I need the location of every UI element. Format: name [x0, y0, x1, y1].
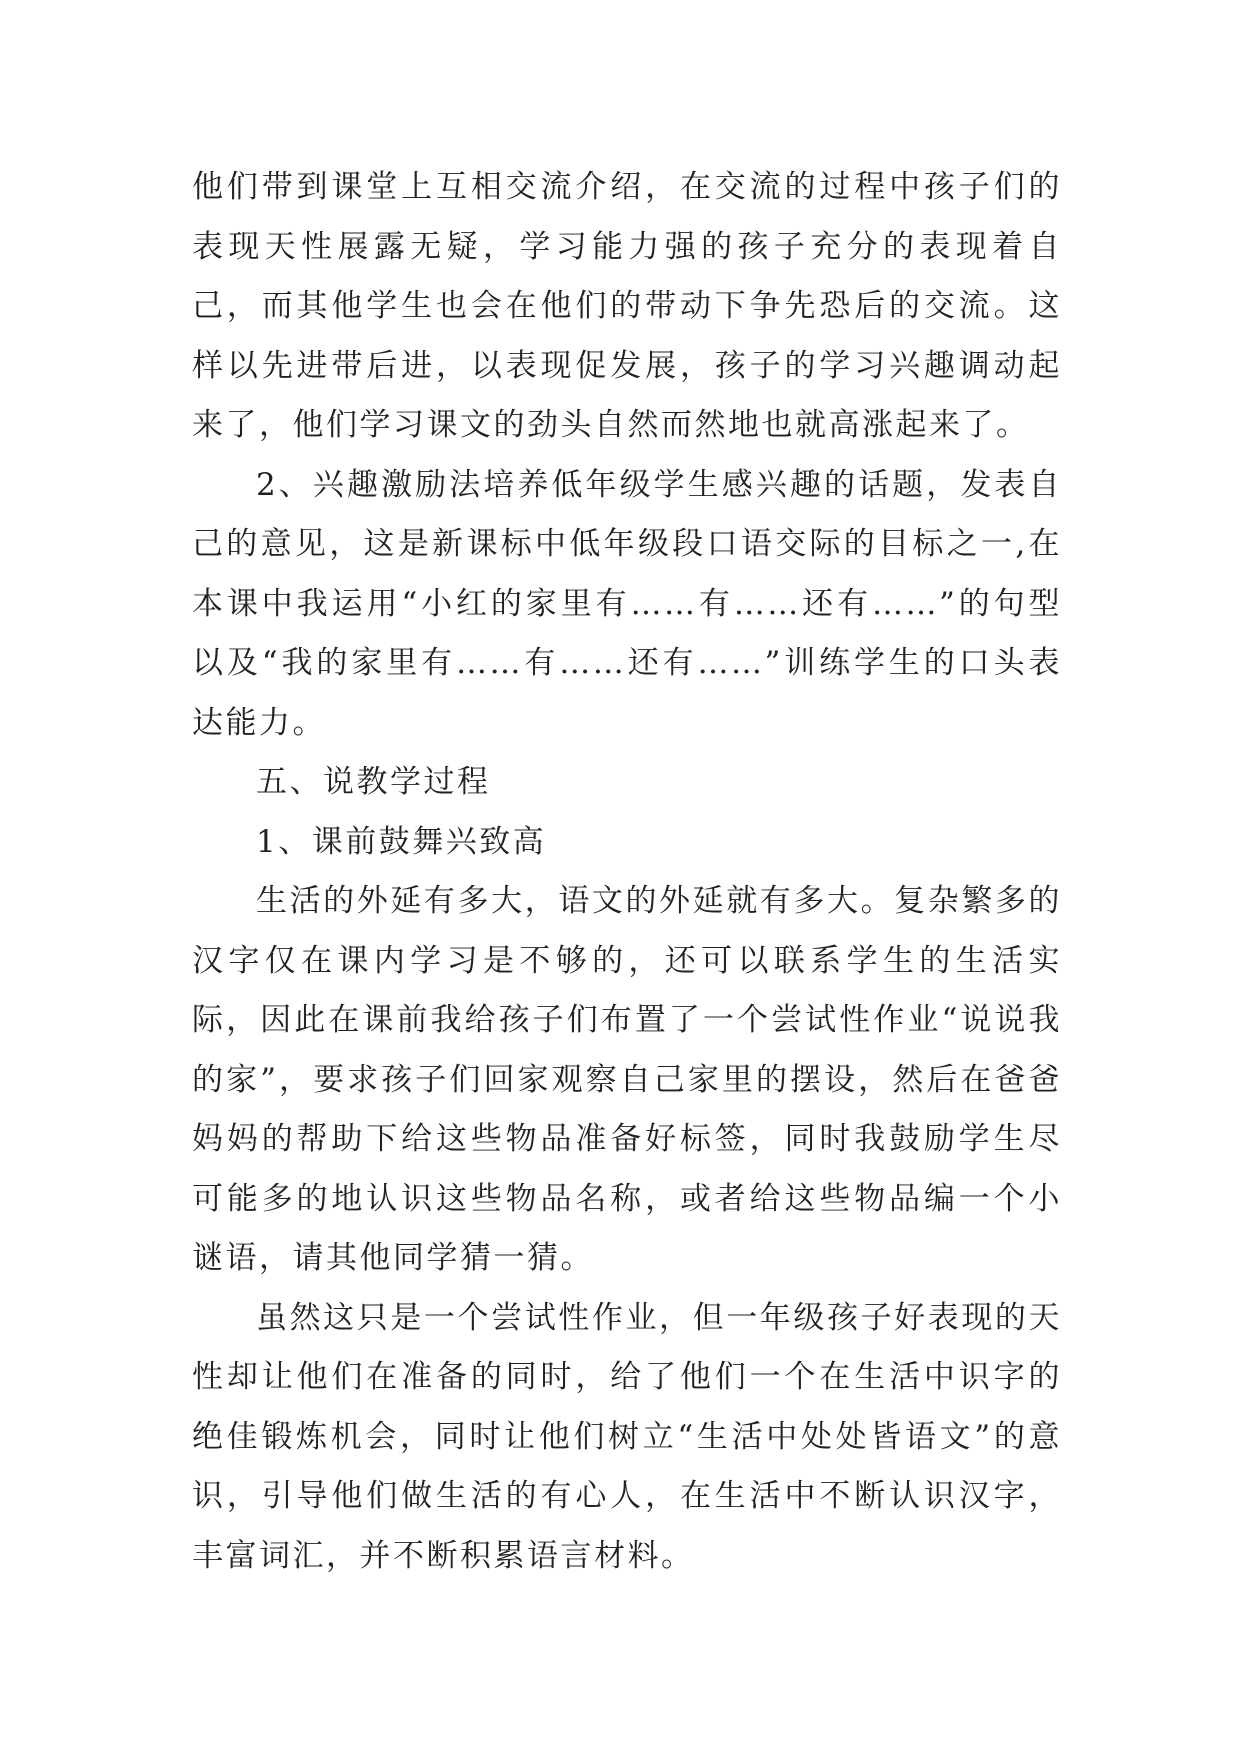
document-body [192, 158, 1062, 1586]
paragraph-continued: 他们带到课堂上互相交流介绍，在交流的过程中孩子们的表现天性展露无疑，学习能力强的孩子充分的表现着自己，而其他学生也会在他们的带动下争先恐后的交流。这样以先进带后进，以表现促发展，孩子的学习兴趣调动起来了，他们学习课文的劲头自然而然地也就高涨起来了。 [192, 169, 1062, 443]
section-heading-teaching-process: 五、说教学过程 [256, 764, 491, 800]
paragraph-interest-motivation: 2、兴趣激励法培养低年级学生感兴趣的话题，发表自己的意见，这是新课标中低年级段口语交际的目标之一,在本课中我运用“小红的家里有……有……还有……”的句型以及“我的家里有……有……还有……”训练学生的口头表达能力。 [192, 466, 1062, 741]
paragraph-trial-homework: 虽然这只是一个尝试性作业，但一年级孩子好表现的天性却让他们在准备的同时，给了他们一个在生活中识字的绝佳锻炼机会，同时让他们树立“生活中处处皆语文”的意识，引导他们做生活的有心人，在生活中不断认识汉字，丰富词汇，并不断积累语言材料。 [192, 1299, 1062, 1574]
paragraph-life-and-chinese: 生活的外延有多大，语文的外延就有多大。复杂繁多的汉字仅在课内学习是不够的，还可以联系学生的生活实际，因此在课前我给孩子们布置了一个尝试性作业“说说我的家”，要求孩子们回家观察自己家里的摆设，然后在爸爸妈妈的帮助下给这些物品准备好标签，同时我鼓励学生尽可能多的地认识这些物品名称，或者给这些物品编一个小谜语，请其他同学猜一猜。 [192, 883, 1062, 1276]
subheading-pre-class: 1、课前鼓舞兴致高 [256, 823, 547, 860]
